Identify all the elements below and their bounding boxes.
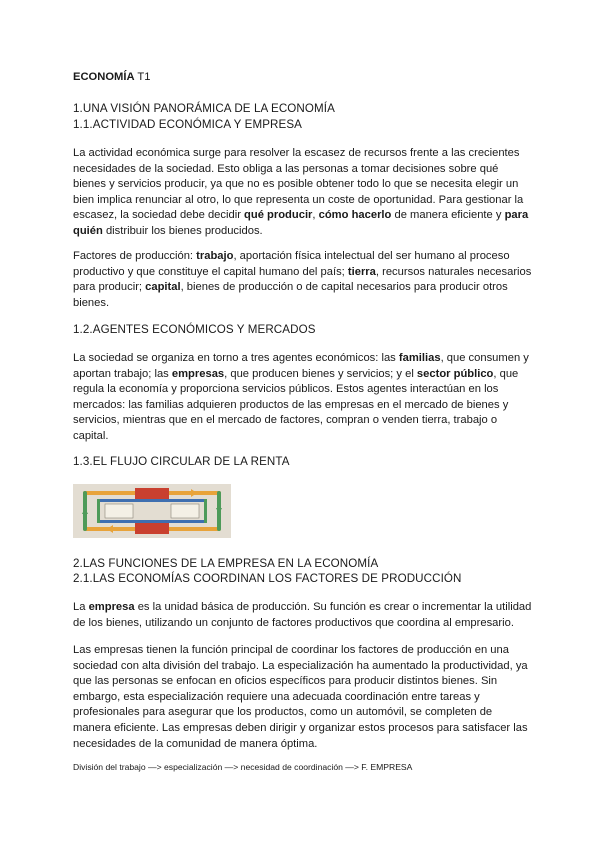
box-right: [171, 504, 199, 518]
flow-inner-left: [97, 499, 100, 523]
doc-title: [73, 70, 533, 86]
flow-inner-bottom: [97, 520, 207, 523]
title-bold: ECONOMÍA: [73, 71, 135, 83]
paragraph-agentes: La sociedad se organiza en torno a tres agentes económicos: las familias, que consumen y aportan trabajo; las empresas, que producen bienes y servicios; y el sector público, que regula la economía y proporciona servicios públicos. Estos agentes interactúan en los mercados: las familias adquieren productos de las empresas en el mercado de bienes y servicios, mientras que en el mercado de factores, compran o venden tierra, trabajo o capital.: [73, 352, 529, 442]
division-chain: División del trabajo —> especialización —> necesidad de coordinación —> F. EMPRESA: [73, 762, 413, 772]
heading-1-2: 1.2.AGENTES ECONÓMICOS Y MERCADOS: [73, 323, 316, 336]
title-rest: T1: [134, 71, 151, 83]
heading-2-1: 2.1.LAS ECONOMÍAS COORDINAN LOS FACTORES DE PRODUCCIÓN: [73, 572, 462, 585]
heading-1-1: 1.1.ACTIVIDAD ECONÓMICA Y EMPRESA: [73, 118, 303, 131]
circular-flow-diagram: [73, 484, 231, 538]
heading-1: 1.UNA VISIÓN PANORÁMICA DE LA ECONOMÍA: [73, 102, 335, 115]
box-top: [135, 488, 169, 499]
box-left: [105, 504, 133, 518]
heading-2: 2.LAS FUNCIONES DE LA EMPRESA EN LA ECONOMÍA: [73, 557, 379, 570]
box-bottom: [135, 523, 169, 534]
flow-inner-top: [97, 499, 207, 502]
flow-inner-right: [204, 499, 207, 523]
paragraph-actividad: La actividad económica surge para resolver la escasez de recursos frente a las crecientes necesidades de la sociedad. Esto obliga a las personas a tomar decisiones sobre qué bienes y servicios producir, ya que no es posible obtener todo lo que se necesita elegir un bien implica renunciar al otro, lo que representa un coste de oportunidad. Para gestionar la escasez, la sociedad debe decidir qué producir, cómo hacerlo de manera eficiente y para quién distribuir los bienes producidos.: [73, 147, 529, 237]
paragraph-factores: Factores de producción: trabajo, aportación física intelectual del ser humano al proceso productivo y que constituye el capital humano del país; tierra, recursos naturales necesarios para producir; capital, bienes de producción o de capital necesarios para producir otros bienes.: [73, 250, 532, 309]
heading-1-3: 1.3.EL FLUJO CIRCULAR DE LA RENTA: [73, 455, 290, 468]
paragraph-empresa: La empresa es la unidad básica de producción. Su función es crear o incrementar la utilidad de los bienes, utilizando un conjunto de factores productivos que coordina al empresario.: [73, 601, 532, 629]
paragraph-funciones: Las empresas tienen la función principal de coordinar los factores de producción en una sociedad con alta división del trabajo. La especialización ha aumentado la productividad, ya que las personas se enfocan en oficios específicos para producir distintos bienes. Sin embargo, esta especialización requiere una adecuada coordinación entre tareas y profesionales para asegurar que los productos, como un automóvil, se completen de manera eficiente. Las empresas deben dirigir y organizar estos procesos para satisfacer las necesidades de la comunidad de manera óptima.: [73, 644, 528, 750]
